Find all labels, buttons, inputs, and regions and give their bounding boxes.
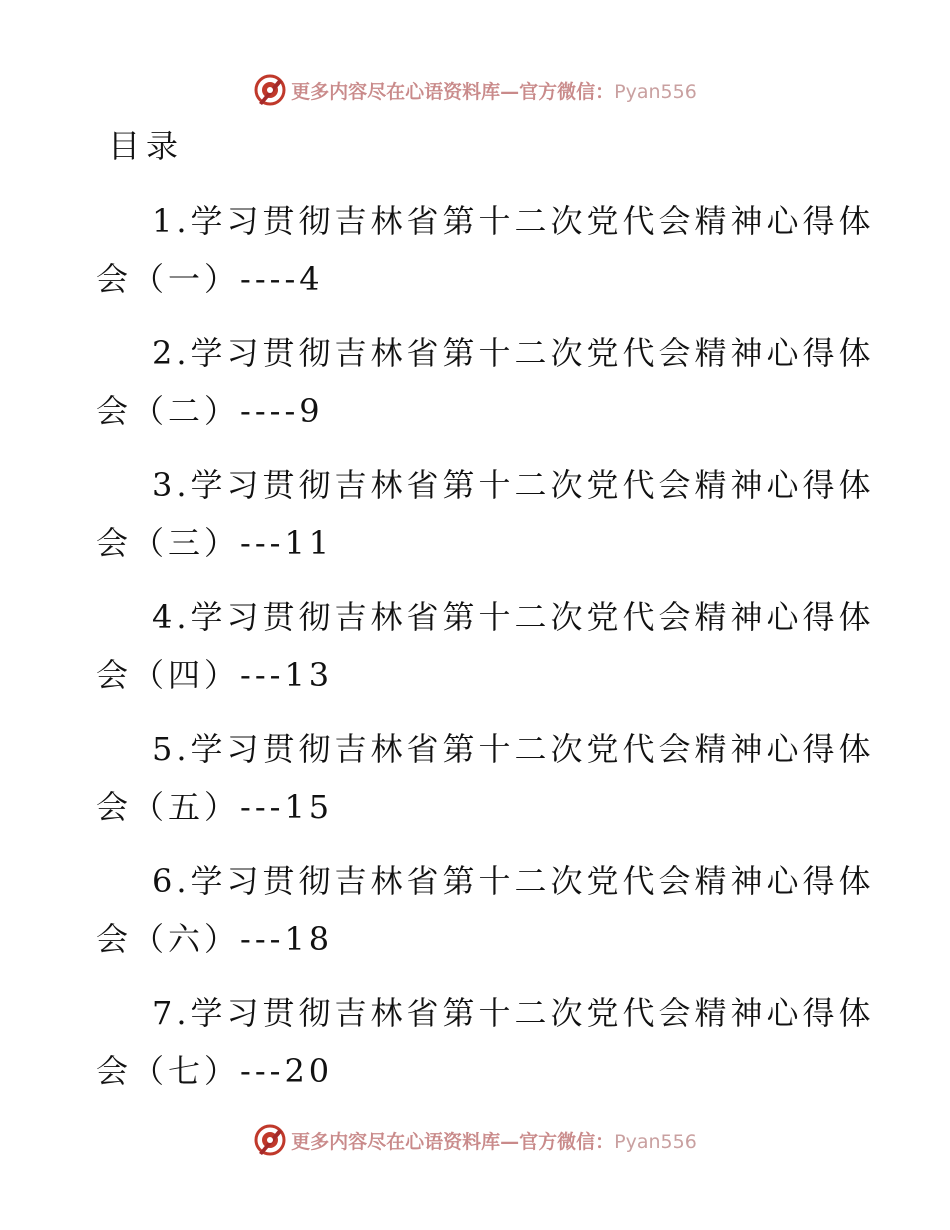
- toc-entry[interactable]: [96, 460, 875, 592]
- toc-entry-title: 5.学习贯彻吉林省第十二次党代会精神心得体: [152, 730, 875, 768]
- banner-text: 更多内容尽在心语资料库—官方微信：Pyan556: [291, 80, 697, 103]
- toc-entry[interactable]: [96, 196, 875, 328]
- toc-entry-page: 会（四）---13: [96, 656, 334, 694]
- wechat-id: Pyan556: [614, 1130, 697, 1153]
- toc-entry[interactable]: [96, 988, 875, 1120]
- toc-entry[interactable]: [96, 724, 875, 856]
- toc-entry-page: 会（六）---18: [96, 920, 334, 958]
- header-banner: [0, 70, 950, 110]
- toc-entry-title: 6.学习贯彻吉林省第十二次党代会精神心得体: [152, 862, 875, 900]
- wechat-id: Pyan556: [614, 80, 697, 103]
- toc-entry-page: 会（五）---15: [96, 788, 334, 826]
- toc-entry-title: 2.学习贯彻吉林省第十二次党代会精神心得体: [152, 334, 875, 372]
- footer-banner: [0, 1120, 950, 1160]
- toc-entry[interactable]: [96, 328, 875, 460]
- toc-entry-title: 3.学习贯彻吉林省第十二次党代会精神心得体: [152, 466, 875, 504]
- quill-pen-logo-icon: [253, 1123, 287, 1157]
- toc-entry-page: 会（三）---11: [96, 524, 334, 562]
- toc-entry[interactable]: [96, 592, 875, 724]
- toc-entry[interactable]: [96, 856, 875, 988]
- toc-list: [96, 196, 875, 1120]
- toc-heading: 目录: [108, 127, 185, 165]
- toc-entry-title: 1.学习贯彻吉林省第十二次党代会精神心得体: [152, 202, 875, 240]
- toc-entry-title: 4.学习贯彻吉林省第十二次党代会精神心得体: [152, 598, 875, 636]
- banner-text: 更多内容尽在心语资料库—官方微信：Pyan556: [291, 1130, 697, 1153]
- toc-entry-title: 7.学习贯彻吉林省第十二次党代会精神心得体: [152, 994, 875, 1032]
- toc-entry-page: 会（七）---20: [96, 1052, 334, 1090]
- toc-entry-page: 会（二）----9: [96, 392, 324, 430]
- toc-entry-page: 会（一）----4: [96, 260, 324, 298]
- quill-pen-logo-icon: [253, 73, 287, 107]
